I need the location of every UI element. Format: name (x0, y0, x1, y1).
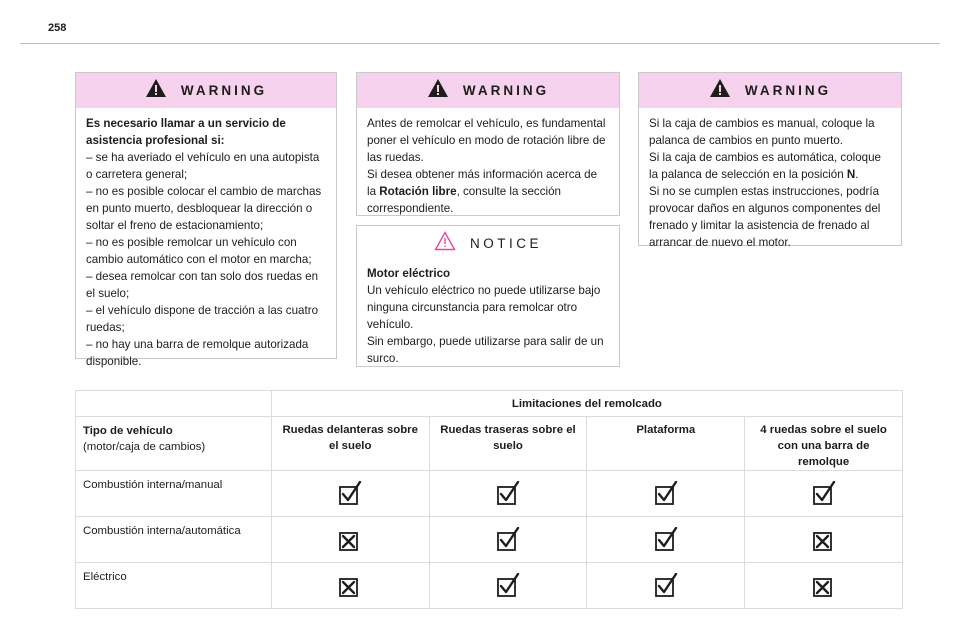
allowed-check-icon (495, 527, 521, 553)
warning-list-item: – no hay una barra de remolque autorizada disponible. (86, 338, 309, 368)
warning-list-item: – no es posible remolcar un vehículo con cambio automático con el motor en marcha; (86, 236, 312, 266)
allowed-check-icon (653, 527, 679, 553)
notice-heading: Motor eléctrico (367, 267, 451, 280)
warning-title: WARNING (744, 83, 832, 98)
allowed-check-icon (337, 481, 363, 507)
warning-header (357, 73, 619, 108)
warning-header (639, 73, 901, 108)
warning-body (639, 108, 901, 261)
table-column-header-row (76, 417, 903, 471)
towing-limits-table (75, 390, 903, 609)
warning-body (76, 108, 336, 380)
status-cell (429, 471, 587, 517)
warning-title: WARNING (180, 83, 268, 98)
warning-text-bold: Rotación libre (379, 185, 457, 198)
allowed-check-icon (811, 481, 837, 507)
notice-text: Sin embargo, puede utilizarse para salir de un surco. (367, 335, 604, 365)
notice-box-electric (356, 225, 620, 367)
forbidden-cross-icon (337, 573, 363, 599)
warning-text-part: Si la caja de cambios es automática, coloque la palanca de selección en la posición (649, 151, 882, 181)
table-empty-cell (76, 391, 272, 417)
forbidden-cross-icon (337, 527, 363, 553)
warning-text: Antes de remolcar el vehículo, es fundamental poner el vehículo en modo de rotación libre de las ruedas. (367, 117, 606, 164)
warning-text-part: . (855, 168, 859, 181)
notice-triangle-icon (434, 231, 456, 256)
row-label: Combustión interna/automática (76, 517, 272, 563)
forbidden-cross-icon (811, 527, 837, 553)
warning-body (357, 108, 619, 227)
status-cell (587, 563, 745, 609)
notice-body (357, 261, 619, 377)
status-cell (271, 563, 429, 609)
warning-title: WARNING (462, 83, 550, 98)
warning-box-gearbox (638, 72, 902, 249)
table-group-header: Limitaciones del remolcado (271, 391, 902, 417)
forbidden-cross-icon (811, 573, 837, 599)
notice-title: NOTICE (469, 236, 542, 251)
warning-box-free-wheel (356, 72, 620, 216)
status-cell (429, 517, 587, 563)
warning-text (367, 166, 609, 217)
status-cell (271, 517, 429, 563)
table-row (76, 563, 903, 609)
allowed-check-icon (653, 481, 679, 507)
status-cell (745, 563, 903, 609)
notice-text: Un vehículo eléctrico no puede utilizarse bajo ninguna circunstancia para remolcar otro vehículo. (367, 284, 601, 331)
warning-triangle-icon (709, 78, 731, 103)
allowed-check-icon (495, 573, 521, 599)
warning-list-item: – se ha averiado el vehículo en una autopista o carretera general; (86, 151, 320, 181)
warning-list-item: – desea remolcar con tan solo dos ruedas en el suelo; (86, 270, 319, 300)
warning-list-item: – el vehículo dispone de tracción a las cuatro ruedas; (86, 304, 319, 334)
header-divider (20, 43, 940, 44)
warning-intro: Es necesario llamar a un servicio de asistencia profesional si: (86, 117, 286, 147)
table-row (76, 471, 903, 517)
warning-triangle-icon (145, 78, 167, 103)
warning-text-part: , consulte la sección correspondiente. (367, 185, 561, 215)
warning-box-assistance (75, 72, 337, 368)
row-header-cell (76, 417, 272, 471)
row-header-subtitle: (motor/caja de cambios) (83, 441, 206, 453)
table-group-header-row (76, 391, 903, 417)
allowed-check-icon (495, 481, 521, 507)
warning-list-item: – no es posible colocar el cambio de marchas en punto muerto, desbloquear la dirección o soltar el freno de estacionamiento; (86, 185, 322, 232)
page-number: 258 (48, 22, 67, 34)
allowed-check-icon (653, 573, 679, 599)
row-label: Combustión interna/manual (76, 471, 272, 517)
row-label: Eléctrico (76, 563, 272, 609)
column-header: Ruedas traseras sobre el suelo (429, 417, 587, 471)
warning-text-bold: N (846, 168, 856, 181)
notice-header (357, 226, 619, 261)
table-row (76, 517, 903, 563)
warning-header (76, 73, 336, 108)
warning-text: Si la caja de cambios es manual, coloque la palanca de cambios en punto muerto. (649, 117, 875, 147)
status-cell (745, 517, 903, 563)
status-cell (429, 563, 587, 609)
warning-text-part: Si desea obtener más información acerca de la (367, 168, 598, 198)
warning-text (649, 149, 891, 183)
status-cell (587, 471, 745, 517)
status-cell (587, 517, 745, 563)
column-header: 4 ruedas sobre el suelo con una barra de remolque (745, 417, 903, 471)
warning-triangle-icon (427, 78, 449, 103)
status-cell (271, 471, 429, 517)
column-header: Ruedas delanteras sobre el suelo (271, 417, 429, 471)
warning-text: Si no se cumplen estas instrucciones, podría provocar daños en algunos componentes del frenado y limitar la asistencia de frenado al arrancar de nuevo el motor. (649, 185, 881, 249)
status-cell (745, 471, 903, 517)
column-header: Plataforma (587, 417, 745, 471)
row-header-title: Tipo de vehículo (83, 425, 173, 437)
